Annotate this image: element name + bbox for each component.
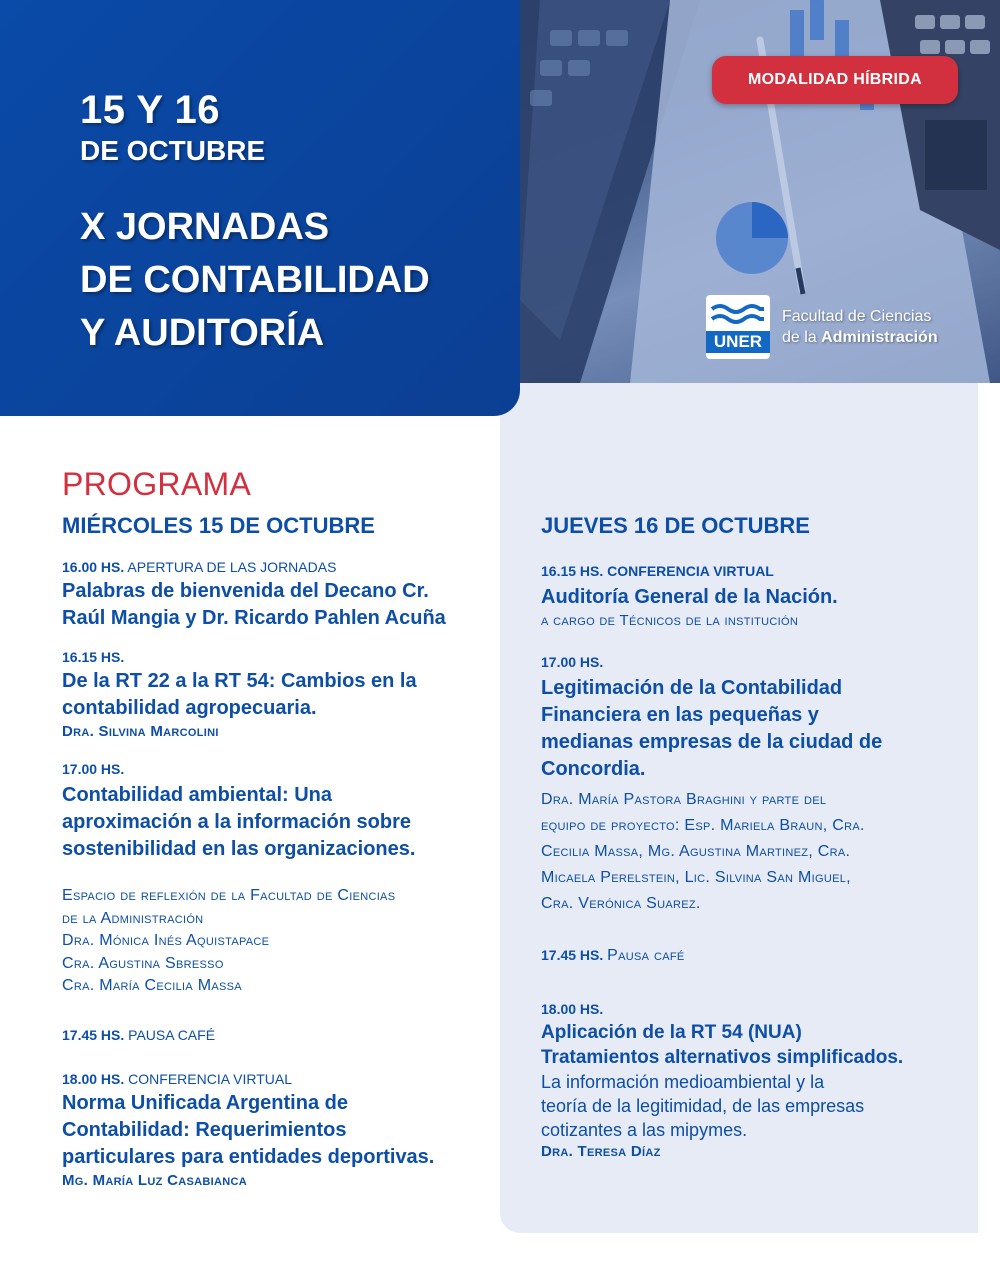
talk-title-line: Norma Unificada Argentina de [62, 1091, 348, 1114]
talk-title [62, 782, 492, 863]
event-title-line: DE CONTABILIDAD [80, 259, 430, 301]
day-title: MIÉRCOLES 15 DE OCTUBRE [62, 513, 375, 538]
speaker: Mg. María Luz Casabianca [62, 1171, 247, 1189]
speaker-line: equipo de proyecto: Esp. Mariela Braun, Cra. [541, 817, 865, 834]
talk-title [62, 578, 492, 632]
time-line [62, 648, 492, 666]
faculty-bold: Administración [821, 329, 938, 346]
event-kind: APERTURA DE LAS JORNADAS [127, 559, 337, 575]
program-item [541, 562, 961, 631]
speaker: a cargo de Técnicos de la institución [541, 612, 799, 629]
description-line: teoría de la legitimidad, de las empresas [541, 1095, 865, 1116]
talk-title-line: De la RT 22 a la RT 54: Cambios en la [62, 670, 417, 692]
speaker-line: Dra. María Pastora Braghini y parte del [541, 791, 827, 808]
time: 18.00 HS. [541, 1000, 604, 1017]
time: 16.15 HS. CONFERENCIA VIRTUAL [541, 563, 774, 579]
talk-title [62, 668, 492, 722]
program-item [541, 653, 961, 917]
event-title [80, 201, 430, 360]
speaker-line: Cecilia Massa, Mg. Agustina Martinez, Cra. [541, 843, 851, 860]
space-speaker: Cra. Agustina Sbresso [62, 954, 224, 972]
time: 17.45 HS. [541, 947, 604, 963]
reflection-space [62, 885, 492, 998]
speaker-line: Cra. Verónica Suarez. [541, 895, 701, 912]
time-line [541, 1000, 961, 1018]
time: 16.00 HS. [62, 559, 125, 575]
speaker: Dra. Teresa Díaz [541, 1142, 661, 1160]
talk-title-line: Palabras de bienvenida del Decano Cr. [62, 580, 429, 602]
talk-title-line: medianas empresas de la ciudad de [541, 731, 883, 753]
speaker-line: Micaela Perelstein, Lic. Silvina San Miguel, [541, 869, 851, 886]
event-kind: PAUSA CAFÉ [128, 1026, 216, 1043]
time: 18.00 HS. [62, 1070, 125, 1087]
talk-title [62, 1090, 492, 1171]
program-item [541, 945, 961, 968]
space-line: Espacio de reflexión de la Facultad de Ciencias [62, 887, 396, 904]
event-title-line: X JORNADAS [80, 206, 330, 248]
talk-title-line: Auditoría General de la Nación. [541, 586, 838, 608]
event-date-days: 15 Y 16 [80, 88, 220, 132]
program-item [62, 1070, 492, 1191]
time-line [541, 653, 961, 671]
talk-title-line: Tratamientos alternativos simplificados. [541, 1046, 904, 1068]
talk-title-line: aproximación a la información sobre [62, 811, 411, 833]
wednesday-column [62, 512, 492, 1191]
faculty-line [782, 327, 938, 348]
uner-logo [706, 295, 770, 359]
speaker-list [541, 787, 961, 917]
logo-text: UNER [706, 331, 770, 353]
faculty-name [782, 306, 938, 348]
faculty-line: Facultad de Ciencias [782, 308, 932, 325]
program-item [62, 1026, 492, 1044]
space-speaker: Dra. Mónica Inés Aquistapace [62, 932, 270, 949]
event-kind: Pausa café [607, 947, 685, 964]
talk-title-line: Legitimación de la Contabilidad [541, 677, 843, 699]
talk-title [541, 584, 961, 611]
time-line [541, 562, 961, 580]
program-item [62, 558, 492, 632]
talk-title-line: Raúl Mangia y Dr. Ricardo Pahlen Acuña [62, 607, 446, 629]
talk-title-line: Contabilidad: Requerimientos [62, 1118, 347, 1141]
program-item [541, 1000, 961, 1162]
faculty-prefix: de la [782, 329, 822, 346]
program-item [62, 648, 492, 742]
program-heading: PROGRAMA [62, 466, 252, 502]
talk-title-line: sostenibilidad en las organizaciones. [62, 838, 416, 860]
event-date-month: DE OCTUBRE [80, 135, 266, 166]
space-line: de la Administración [62, 909, 204, 927]
time-line [62, 558, 492, 576]
talk-title-line: Concordia. [541, 758, 646, 780]
talk-description [541, 1070, 961, 1142]
talk-title-line: Contabilidad ambiental: Una [62, 784, 333, 806]
talk-title-line: Financiera en las pequeñas y [541, 704, 819, 726]
time: 17.00 HS. [62, 761, 125, 777]
modality-badge: MODALIDAD HÍBRIDA [712, 56, 958, 104]
event-title-line: Y AUDITORÍA [80, 312, 325, 354]
time-line [541, 945, 961, 968]
time: 17.00 HS. [541, 654, 604, 670]
talk-title-line: particulares para entidades deportivas. [62, 1145, 435, 1168]
time: 17.45 HS. [62, 1026, 125, 1043]
description-line: cotizantes a las mipymes. [541, 1119, 748, 1140]
talk-title-line: contabilidad agropecuaria. [62, 697, 317, 719]
thursday-column [541, 512, 961, 1162]
time-line [62, 1070, 492, 1088]
time-line [62, 760, 492, 778]
event-kind: CONFERENCIA VIRTUAL [128, 1070, 293, 1087]
space-speaker: Cra. María Cecilia Massa [62, 977, 242, 994]
speaker: Dra. Silvina Marcolini [62, 723, 219, 740]
day-title: JUEVES 16 DE OCTUBRE [541, 513, 810, 538]
talk-title [541, 1020, 961, 1070]
hero-banner [0, 0, 520, 416]
time: 16.15 HS. [62, 649, 125, 665]
talk-title [541, 675, 961, 783]
time-line [62, 1026, 492, 1044]
wave-icon [710, 301, 766, 329]
talk-title-line: Aplicación de la RT 54 (NUA) [541, 1021, 802, 1043]
description-line: La información medioambiental y la [541, 1071, 825, 1092]
program-item [62, 760, 492, 863]
